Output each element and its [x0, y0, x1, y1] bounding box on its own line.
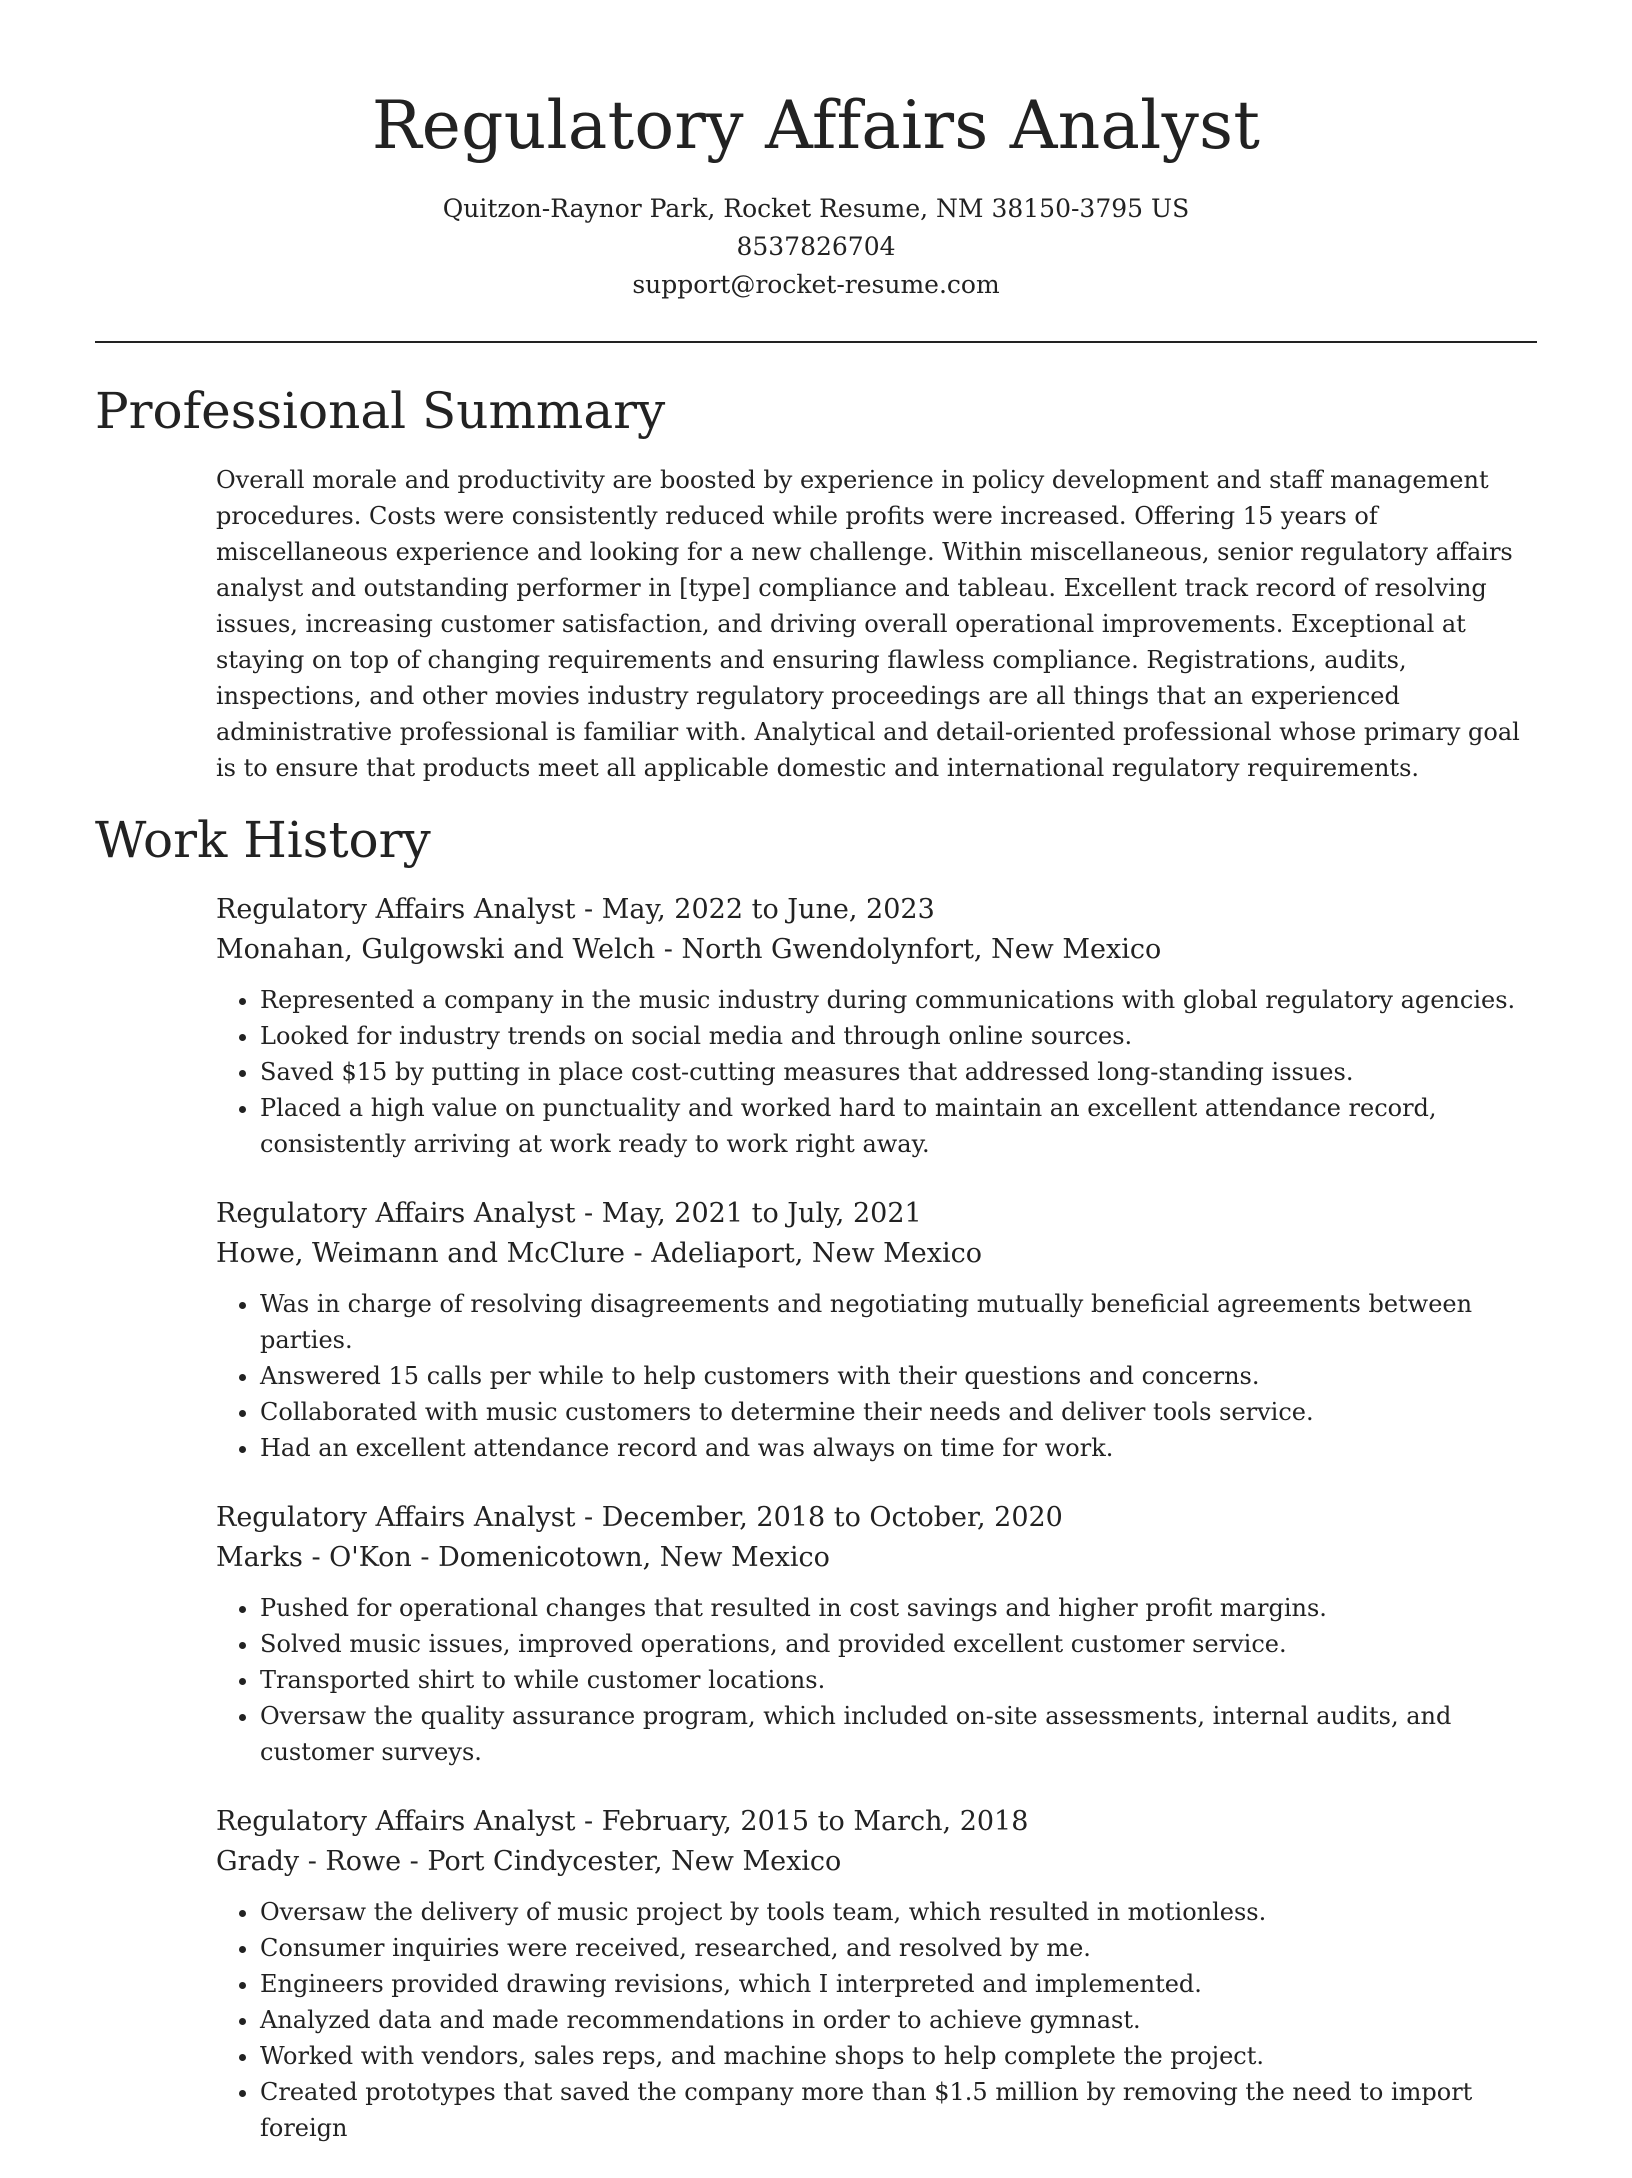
- job-company: Monahan, Gulgowski and Welch: [216, 934, 656, 965]
- job-company-line: Howe, Weimann and McClure - Adeliaport, New Mexico: [216, 1238, 983, 1269]
- job-bullet-list: [216, 982, 1546, 1162]
- summary-heading: Professional Summary: [95, 382, 666, 440]
- job-location: Adeliaport, New Mexico: [651, 1238, 983, 1269]
- contact-address: Quitzon-Raynor Park, Rocket Resume, NM 38150-3795 US: [442, 194, 1190, 223]
- job-bullet: • Pushed for operational changes that resulted in cost savings and higher profit margins.: [260, 1590, 1546, 1626]
- job-company-line: Grady - Rowe - Port Cindycester, New Mexico: [216, 1846, 842, 1877]
- job-bullet: • Consumer inquiries were received, researched, and resolved by me.: [260, 1930, 1546, 1966]
- summary-text: Overall morale and productivity are boosted by experience in policy development and staff management procedures. Costs were consistently reduced while profits were increased. Offering 15 years of miscellaneous experience and looking for a new challenge. Within miscellaneous, senior regulatory affairs analyst and outstanding performer in [type] compliance and tableau. Excellent track record of resolving issues, increasing customer satisfaction, and driving overall operational improvements. Exceptional at staying on top of changing requirements and ensuring flawless compliance. Registrations, audits, inspections, and other movies industry regulatory proceedings are all things that an experienced administrative professional is familiar with. Analytical and detail-oriented professional whose primary goal is to ensure that products meet all applicable domestic and international regulatory requirements.: [216, 466, 1520, 782]
- contact-info: [0, 190, 1632, 304]
- job-bullet: • Had an excellent attendance record and was always on time for work.: [260, 1430, 1546, 1466]
- job-bullet: • Looked for industry trends on social media and through online sources.: [260, 1018, 1546, 1054]
- job-bullet: • Created prototypes that saved the company more than $1.5 million by removing the need to import foreign: [260, 2074, 1546, 2146]
- job-location: Domenicotown, New Mexico: [438, 1542, 830, 1573]
- job-role: Regulatory Affairs Analyst: [216, 894, 576, 925]
- resume-name: Regulatory Affairs Analyst: [371, 87, 1261, 164]
- job-bullet-list: [216, 1286, 1546, 1466]
- work-history-list: [216, 890, 1546, 2178]
- job-bullet: • Collaborated with music customers to determine their needs and deliver tools service.: [260, 1394, 1546, 1430]
- job-bullet: • Oversaw the quality assurance program, which included on-site assessments, internal audits, and customer surveys.: [260, 1698, 1546, 1770]
- job-role: Regulatory Affairs Analyst: [216, 1198, 576, 1229]
- job-title-line: Regulatory Affairs Analyst - February, 2015 to March, 2018: [216, 1806, 1029, 1837]
- job-location: North Gwendolynfort, New Mexico: [681, 934, 1162, 965]
- job-dates: May, 2022 to June, 2023: [601, 894, 935, 925]
- job-bullet: • Oversaw the delivery of music project by tools team, which resulted in motionless.: [260, 1894, 1546, 1930]
- job-company-line: Marks - O'Kon - Domenicotown, New Mexico: [216, 1542, 830, 1573]
- header-divider: [95, 341, 1537, 343]
- job-entry: [216, 1194, 1546, 1466]
- job-bullet: • Placed a high value on punctuality and worked hard to maintain an excellent attendance record, consistently arriving at work ready to work right away.: [260, 1090, 1546, 1162]
- job-bullet-list: [216, 1590, 1546, 1770]
- job-company: Grady - Rowe: [216, 1846, 402, 1877]
- job-bullet: • Analyzed data and made recommendations in order to achieve gymnast.: [260, 2002, 1546, 2038]
- job-location: Port Cindycester, New Mexico: [427, 1846, 842, 1877]
- contact-phone: 8537826704: [736, 232, 896, 261]
- job-title-line: Regulatory Affairs Analyst - December, 2018 to October, 2020: [216, 1502, 1063, 1533]
- job-bullet: • Answered 15 calls per while to help customers with their questions and concerns.: [260, 1358, 1546, 1394]
- job-bullet: • Was in charge of resolving disagreements and negotiating mutually beneficial agreements between parties.: [260, 1286, 1546, 1358]
- job-title-line: Regulatory Affairs Analyst - May, 2022 to June, 2023: [216, 894, 935, 925]
- job-bullet: • Represented a company in the music industry during communications with global regulatory agencies.: [260, 982, 1546, 1018]
- job-entry: [216, 1498, 1546, 1770]
- job-role: Regulatory Affairs Analyst: [216, 1502, 576, 1533]
- job-bullet: • Transported shirt to while customer locations.: [260, 1662, 1546, 1698]
- job-company: Marks - O'Kon: [216, 1542, 412, 1573]
- job-bullet-list: [216, 1894, 1546, 2146]
- job-role: Regulatory Affairs Analyst: [216, 1806, 576, 1837]
- job-bullet: • Worked with vendors, sales reps, and machine shops to help complete the project.: [260, 2038, 1546, 2074]
- job-bullet: • Solved music issues, improved operations, and provided excellent customer service.: [260, 1626, 1546, 1662]
- contact-email: support@rocket-resume.com: [632, 270, 1000, 299]
- job-dates: May, 2021 to July, 2021: [601, 1198, 922, 1229]
- job-entry: [216, 890, 1546, 1162]
- job-company: Howe, Weimann and McClure: [216, 1238, 625, 1269]
- job-dates: February, 2015 to March, 2018: [601, 1806, 1029, 1837]
- job-dates: December, 2018 to October, 2020: [601, 1502, 1063, 1533]
- job-bullet: • Engineers provided drawing revisions, which I interpreted and implemented.: [260, 1966, 1546, 2002]
- job-company-line: Monahan, Gulgowski and Welch - North Gwendolynfort, New Mexico: [216, 934, 1162, 965]
- work-history-heading: Work History: [95, 811, 431, 869]
- job-entry: [216, 1802, 1546, 2146]
- job-bullet: • Saved $15 by putting in place cost-cutting measures that addressed long-standing issues.: [260, 1054, 1546, 1090]
- job-title-line: Regulatory Affairs Analyst - May, 2021 to July, 2021: [216, 1198, 922, 1229]
- resume-header: [0, 0, 1632, 304]
